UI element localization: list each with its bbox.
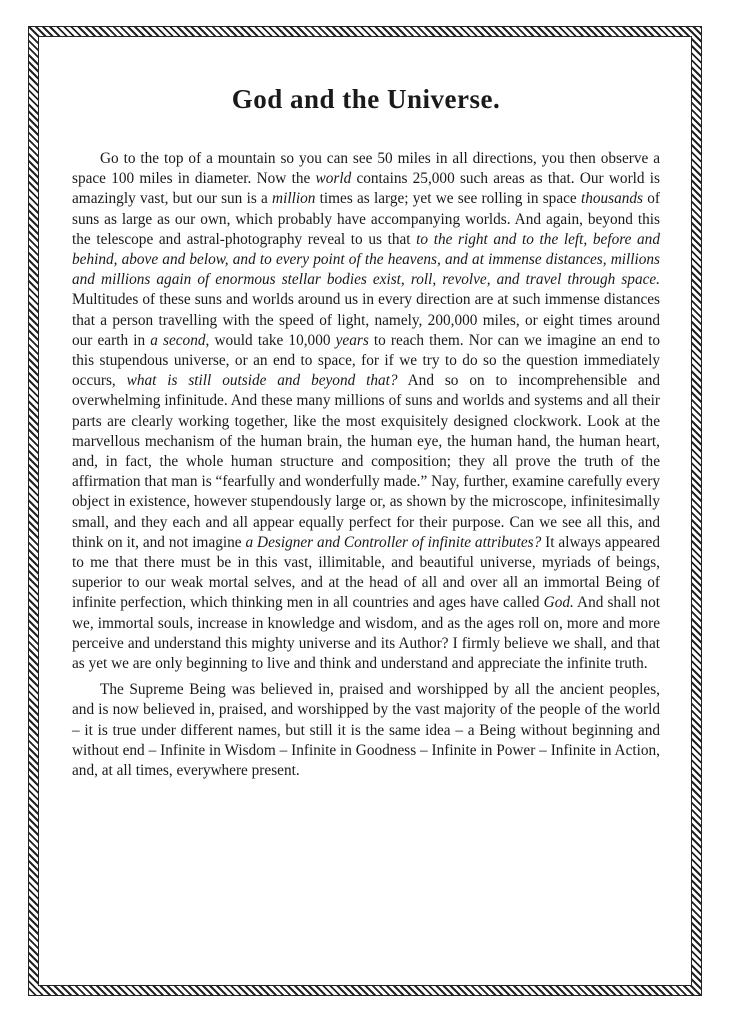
text-run: of suns as large as our own, which probably have accompanying worlds. And again, beyond this the telescope and astral-photography reveal to us that — [72, 190, 660, 248]
page-content — [72, 84, 660, 787]
text-run: It always appeared to me that there must be in this vast, illimitable, and beautiful universe, myriads of beings, superior to our weak mortal selves, and at the head of all and over all an immortal Being of infinite perfection, which thinking men in all countries and ages have called — [72, 533, 660, 612]
text-run: times as large; yet we see rolling in space — [315, 190, 581, 208]
page-title: God and the Universe. — [231, 84, 501, 114]
text-run: Go to the top of a mountain so you can see 50 miles in all directions, you then observe a space 100 miles in diameter. Now the — [72, 150, 660, 188]
italic-text: a second — [150, 331, 206, 349]
italic-text: to the right and to the left, before and behind, above and below, and to every point of the heavens, and at immense distances, millions and millions again of enormous stellar bodies exist, roll, revolve, and travel through space. — [72, 230, 660, 289]
italic-text: a Designer and Controller of infinite attributes? — [245, 533, 542, 551]
text-run: And so on to incomprehensible and overwhelming infinitude. And these many millions of suns and worlds and systems and all their parts are clearly working together, like the most exquisitely designed clockwork. Look at the marvellous mechanism of the human brain, the human eye, the human hand, the human heart, and, in fact, the whole human structure and composition; they all prove the truth of the affirmation that man is “fearfully and wonderfully made.” Nay, further, examine carefully every object in existence, however stupendously large or, as shown by the microscope, infinitesimally small, and they each and all appear equally perfect for their purpose. Can we see all this, and think on it, and not imagine — [72, 372, 661, 551]
paragraph — [72, 680, 660, 781]
italic-text: million — [272, 190, 316, 208]
text-run: The Supreme Being was believed in, praised and worshipped by all the ancient peoples, and is now believed in, praised, and worshipped by the vast majority of the people of the world – it is true under different names, but still it is the same idea – a Being without beginning and without end – Infinite in Wisdom – Infinite in Goodness – Infinite in Power – Infinite in Action, and, at all times, everywhere present. — [72, 681, 660, 780]
italic-text: thousands — [580, 190, 643, 208]
italic-text: God. — [543, 594, 574, 612]
text-run: , would take 10,000 — [205, 331, 336, 349]
italic-text: world — [315, 170, 352, 188]
body-text — [72, 149, 660, 781]
text-run: Multitudes of these suns and worlds around us in every direction are at such immense distances that a person travelling with the speed of light, namely, 200,000 miles, or eight times around our earth in — [72, 291, 660, 349]
italic-text: what is still outside and beyond that? — [126, 372, 398, 390]
text-run: And shall not we, immortal souls, increase in knowledge and wisdom, and as the ages roll on, more and more perceive and understand this mighty universe and its Author? I firmly believe we shall, and that as yet we are only beginning to live and think and understand and appreciate the infinite truth. — [72, 594, 660, 673]
text-run: to reach them. Nor can we imagine an end to this stupendous universe, or an end to space, for if we try to do so the question immediately occurs, — [72, 331, 661, 390]
paragraph — [72, 149, 660, 674]
text-run: contains 25,000 such areas as that. Our world is amazingly vast, but our sun is a — [72, 170, 660, 208]
italic-text: years — [335, 331, 369, 349]
